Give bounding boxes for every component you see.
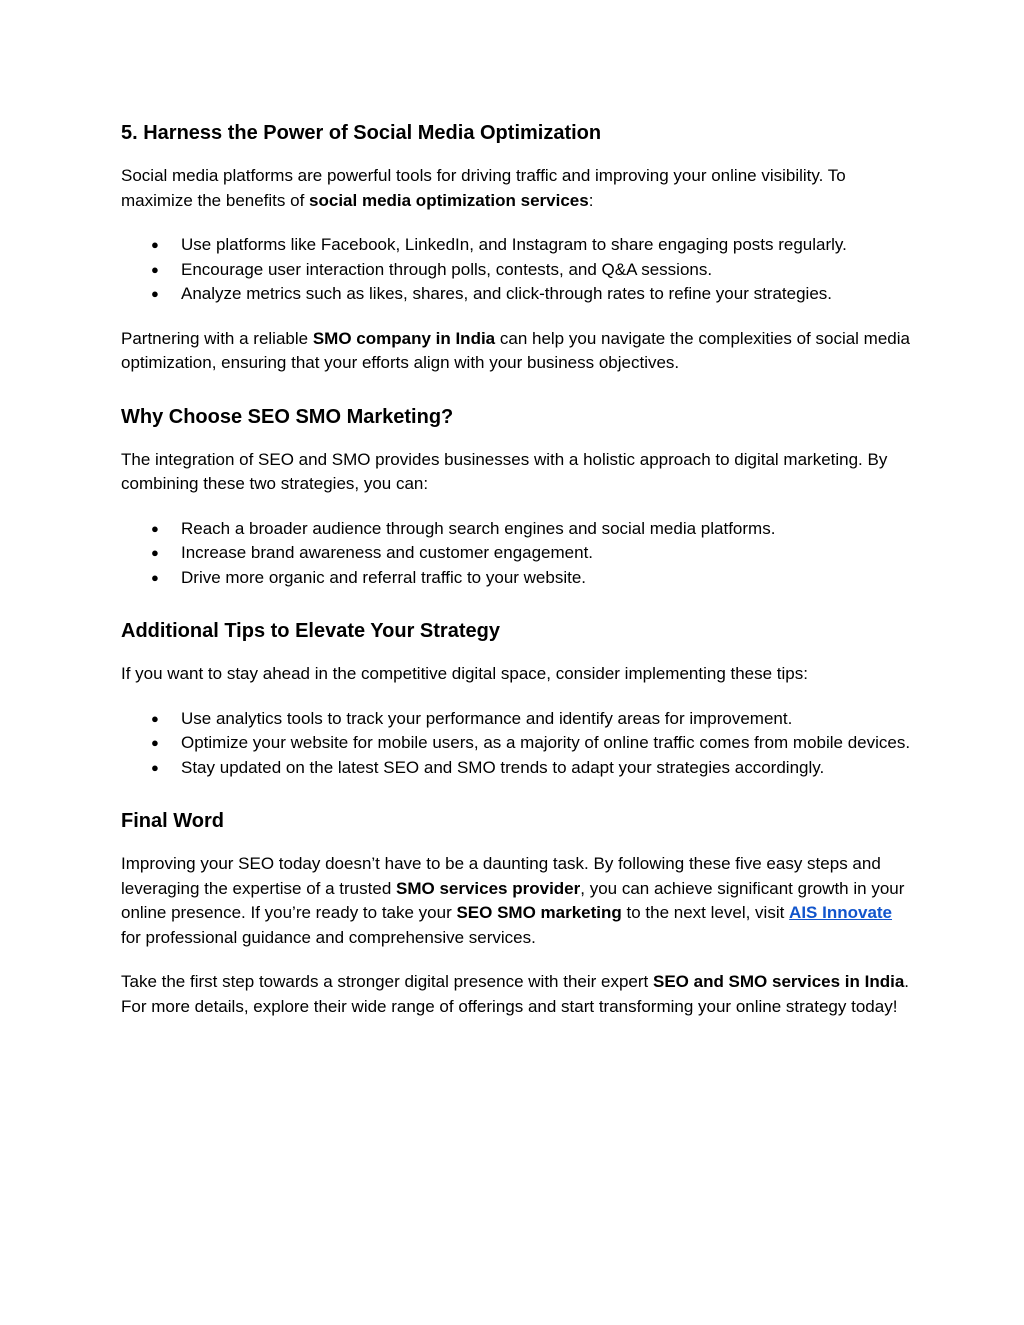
bullet-icon: ● [151,261,159,277]
bullet-icon: ● [151,545,159,560]
list-item-text: Optimize your website for mobile users, as a majority of online traffic comes from mobile devices. [181,733,911,752]
list-item-text: Increase brand awareness and customer engagement. [181,543,594,562]
ais-innovate-link[interactable]: AIS Innovate [789,903,893,922]
list-item [121,517,911,542]
document-body [121,118,911,1039]
list-item [121,258,911,283]
bullet-list-social [121,233,911,307]
section-heading-final-word: Final Word [121,810,224,832]
list-item-text: Use analytics tools to track your performance and identify areas for improvement. [181,708,793,728]
section-heading-tips: Additional Tips to Elevate Your Strategy [121,620,500,642]
text-span: . For more details, explore their wide range of offerings and start transforming your online strategy today! [121,972,910,1016]
bold-phrase: SMO services provider [396,878,581,898]
text-span: , you can achieve significant growth in your online presence. If you’re ready to take your [121,878,905,922]
list-item [121,233,911,258]
list-item [121,731,911,756]
text-span: Take the first step towards a stronger digital presence with their expert [121,972,653,991]
text-span: Partnering with a reliable [121,328,313,348]
list-item-text: Reach a broader audience through search engines and social media platforms. [181,518,776,538]
list-item-text: Encourage user interaction through polls, contests, and Q&A sessions. [181,259,713,279]
text-span: can help you navigate the complexities of social media optimization, ensuring that your efforts align with your business objectives. [121,328,910,372]
list-item [121,282,911,307]
list-item [121,756,911,781]
bold-phrase: SMO company in India [312,328,496,348]
text-span: Improving your SEO today doesn’t have to be a daunting task. By following these five easy steps and leveraging the expertise of a trusted [121,854,881,898]
why-intro-paragraph: The integration of SEO and SMO provides businesses with a holistic approach to digital marketing. By combining these two strategies, you can: [121,449,888,493]
text-span: Social media platforms are powerful tools for driving traffic and improving your online visibility. To maximize the benefits of [121,166,846,210]
bullet-icon: ● [151,237,159,252]
bullet-icon: ● [151,520,159,536]
bullet-list-tips [121,707,911,781]
bullet-list-why [121,517,911,591]
bold-phrase: SEO SMO marketing [456,903,622,922]
bold-phrase: SEO and SMO services in India [652,972,905,991]
bold-phrase: social media optimization services [309,190,589,210]
section-heading-social-media: 5. Harness the Power of Social Media Optimization [121,122,602,144]
tips-intro-paragraph: If you want to stay ahead in the competitive digital space, consider implementing these tips: [121,664,808,683]
list-item [121,566,911,591]
bullet-icon: ● [151,759,159,775]
section-intro-paragraph [121,164,911,213]
final-paragraph-2 [121,970,911,1019]
list-item [121,707,911,732]
list-item-text: Stay updated on the latest SEO and SMO trends to adapt your strategies accordingly. [181,757,825,777]
list-item-text: Analyze metrics such as likes, shares, and click-through rates to refine your strategies. [181,284,833,303]
section-heading-why-choose: Why Choose SEO SMO Marketing? [121,405,454,428]
bullet-icon: ● [151,569,159,585]
text-span: to the next level, visit [621,903,790,922]
bullet-icon: ● [151,735,159,750]
list-item-text: Drive more organic and referral traffic to your website. [181,567,587,587]
bullet-icon: ● [151,710,159,726]
bullet-icon: ● [151,286,159,301]
final-paragraph-1 [121,852,911,950]
section-closing-paragraph [121,327,911,376]
text-span: for professional guidance and comprehensive services. [121,927,536,947]
list-item [121,541,911,566]
list-item-text: Use platforms like Facebook, LinkedIn, and Instagram to share engaging posts regularly. [181,235,847,254]
text-span: : [588,190,594,210]
